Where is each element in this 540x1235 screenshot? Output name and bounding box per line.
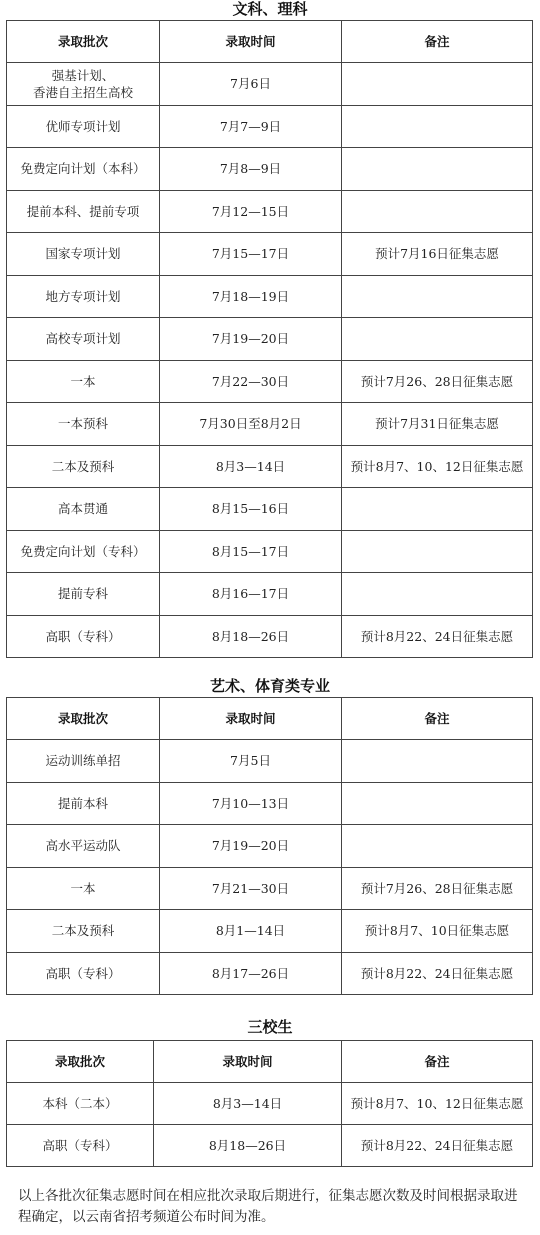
cell-time: 8月1—14日 xyxy=(160,910,342,953)
table-row xyxy=(7,1125,533,1167)
admission-table-art-sports xyxy=(6,697,533,995)
column-header-time: 录取时间 xyxy=(160,21,342,63)
column-header-remark: 备注 xyxy=(342,21,533,63)
cell-time: 7月10—13日 xyxy=(160,782,342,825)
table-row xyxy=(7,148,533,191)
table-row xyxy=(7,782,533,825)
cell-batch: 高职（专科） xyxy=(7,952,160,995)
cell-remark xyxy=(342,190,533,233)
cell-time: 8月18—26日 xyxy=(160,615,342,658)
table-row xyxy=(7,403,533,446)
section-title-wenke-like: 文科、理科 xyxy=(232,0,308,18)
cell-remark: 预计8月7、10、12日征集志愿 xyxy=(342,1083,533,1125)
column-header-batch: 录取批次 xyxy=(7,698,160,740)
admission-table-wenke-like xyxy=(6,20,533,658)
table-row xyxy=(7,190,533,233)
cell-batch: 一本 xyxy=(7,867,160,910)
table-row xyxy=(7,105,533,148)
column-header-remark: 备注 xyxy=(342,698,533,740)
cell-time: 8月18—26日 xyxy=(154,1125,342,1167)
cell-time: 7月5日 xyxy=(160,740,342,783)
table-header-row xyxy=(7,1041,533,1083)
cell-remark: 预计7月31日征集志愿 xyxy=(342,403,533,446)
table-header-row xyxy=(7,21,533,63)
cell-time: 7月6日 xyxy=(160,63,342,106)
admission-table-sanxiao xyxy=(6,1040,533,1167)
cell-time: 7月30日至8月2日 xyxy=(160,403,342,446)
cell-remark xyxy=(342,573,533,616)
cell-time: 7月18—19日 xyxy=(160,275,342,318)
cell-remark: 预计8月22、24日征集志愿 xyxy=(342,1125,533,1167)
cell-time: 7月22—30日 xyxy=(160,360,342,403)
cell-remark: 预计8月7、10、12日征集志愿 xyxy=(342,445,533,488)
cell-batch: 国家专项计划 xyxy=(7,233,160,276)
cell-remark xyxy=(342,740,533,783)
cell-batch: 强基计划、 香港自主招生高校 xyxy=(7,63,160,106)
cell-remark: 预计8月22、24日征集志愿 xyxy=(342,952,533,995)
table-row xyxy=(7,360,533,403)
cell-batch: 提前本科 xyxy=(7,782,160,825)
table-row xyxy=(7,63,533,106)
cell-batch: 高职（专科） xyxy=(7,615,160,658)
column-header-time: 录取时间 xyxy=(154,1041,342,1083)
cell-batch: 高本贯通 xyxy=(7,488,160,531)
cell-batch: 本科（二本） xyxy=(7,1083,154,1125)
table-row xyxy=(7,740,533,783)
cell-time: 7月19—20日 xyxy=(160,825,342,868)
cell-batch: 运动训练单招 xyxy=(7,740,160,783)
cell-time: 7月8—9日 xyxy=(160,148,342,191)
table-row xyxy=(7,952,533,995)
cell-time: 7月7—9日 xyxy=(160,105,342,148)
cell-remark xyxy=(342,318,533,361)
table-row xyxy=(7,445,533,488)
table-header-row xyxy=(7,698,533,740)
cell-remark: 预计7月16日征集志愿 xyxy=(342,233,533,276)
cell-time: 8月15—16日 xyxy=(160,488,342,531)
cell-batch: 二本及预科 xyxy=(7,445,160,488)
cell-remark xyxy=(342,530,533,573)
cell-remark xyxy=(342,148,533,191)
column-header-remark: 备注 xyxy=(342,1041,533,1083)
cell-time: 8月15—17日 xyxy=(160,530,342,573)
cell-remark xyxy=(342,782,533,825)
column-header-batch: 录取批次 xyxy=(7,21,160,63)
cell-remark xyxy=(342,275,533,318)
cell-batch: 二本及预科 xyxy=(7,910,160,953)
table-row xyxy=(7,488,533,531)
table-row xyxy=(7,910,533,953)
cell-remark xyxy=(342,63,533,106)
cell-time: 7月15—17日 xyxy=(160,233,342,276)
table-row xyxy=(7,1083,533,1125)
table-row xyxy=(7,867,533,910)
column-header-time: 录取时间 xyxy=(160,698,342,740)
cell-remark: 预计8月7、10日征集志愿 xyxy=(342,910,533,953)
cell-time: 8月17—26日 xyxy=(160,952,342,995)
cell-remark: 预计7月26、28日征集志愿 xyxy=(342,360,533,403)
cell-batch: 提前专科 xyxy=(7,573,160,616)
cell-batch: 高水平运动队 xyxy=(7,825,160,868)
cell-batch: 高职（专科） xyxy=(7,1125,154,1167)
cell-batch: 一本 xyxy=(7,360,160,403)
cell-remark: 预计7月26、28日征集志愿 xyxy=(342,867,533,910)
cell-batch: 免费定向计划（专科） xyxy=(7,530,160,573)
cell-remark xyxy=(342,488,533,531)
cell-time: 7月12—15日 xyxy=(160,190,342,233)
cell-remark xyxy=(342,825,533,868)
cell-time: 7月19—20日 xyxy=(160,318,342,361)
footnote: 以上各批次征集志愿时间在相应批次录取后期进行，征集志愿次数及时间根据录取进程确定，以云南省招考频道公布时间为准。 xyxy=(18,1188,518,1225)
table-row xyxy=(7,318,533,361)
section-title-art-sports: 艺术、体育类专业 xyxy=(209,677,330,695)
cell-remark: 预计8月22、24日征集志愿 xyxy=(342,615,533,658)
cell-batch: 优师专项计划 xyxy=(7,105,160,148)
cell-time: 8月3—14日 xyxy=(160,445,342,488)
table-row xyxy=(7,233,533,276)
cell-batch: 高校专项计划 xyxy=(7,318,160,361)
cell-time: 8月16—17日 xyxy=(160,573,342,616)
cell-batch: 一本预科 xyxy=(7,403,160,446)
cell-batch: 地方专项计划 xyxy=(7,275,160,318)
cell-batch: 提前本科、提前专项 xyxy=(7,190,160,233)
cell-batch: 免费定向计划（本科） xyxy=(7,148,160,191)
table-row xyxy=(7,825,533,868)
table-row xyxy=(7,530,533,573)
column-header-batch: 录取批次 xyxy=(7,1041,154,1083)
section-title-sanxiao: 三校生 xyxy=(247,1018,293,1036)
table-row xyxy=(7,615,533,658)
cell-time: 8月3—14日 xyxy=(154,1083,342,1125)
cell-remark xyxy=(342,105,533,148)
table-row xyxy=(7,573,533,616)
cell-time: 7月21—30日 xyxy=(160,867,342,910)
table-row xyxy=(7,275,533,318)
